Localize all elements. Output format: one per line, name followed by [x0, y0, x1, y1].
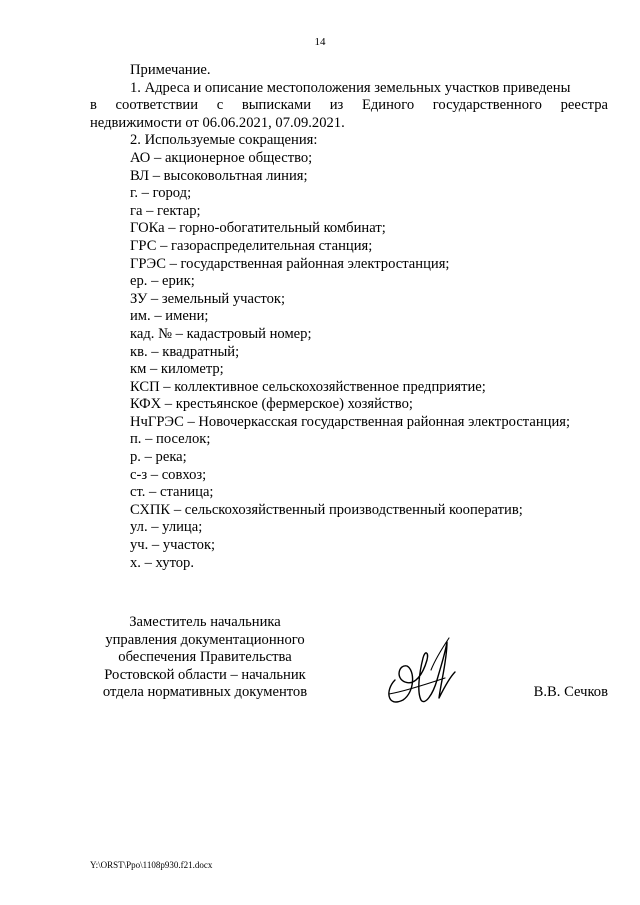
note-item-2-heading: 2. Используемые сокращения:	[130, 132, 318, 149]
abbreviation-item: КФХ – крестьянское (фермерское) хозяйство;	[130, 396, 413, 413]
signatory-position	[90, 614, 320, 702]
document-body	[90, 62, 608, 572]
note-item-1-line-1: 1. Адреса и описание местоположения земельных участков приведены	[130, 79, 571, 96]
abbreviation-item: ул. – улица;	[130, 519, 203, 536]
signatory-position-line: Ростовской области – начальник	[104, 666, 306, 683]
abbreviation-item: ер. – ерик;	[130, 273, 195, 290]
abbreviation-item: п. – поселок;	[130, 431, 211, 448]
abbreviation-item: га – гектар;	[130, 202, 201, 219]
note-item-1-line-3: недвижимости от 06.06.2021, 07.09.2021.	[90, 114, 345, 131]
abbreviation-item: ГРЭС – государственная районная электростанция;	[130, 255, 450, 272]
abbreviation-item: НчГРЭС – Новочеркасская государственная районная электростанция;	[130, 413, 571, 430]
abbreviation-item: км – километр;	[130, 361, 224, 378]
note-item-1-line-2: в соответствии с выписками из Единого государственного реестра	[90, 97, 608, 114]
signatory-position-line: отдела нормативных документов	[102, 684, 308, 701]
abbreviation-item: г. – город;	[130, 185, 192, 202]
abbreviation-item: ВЛ – высоковольтная линия;	[130, 167, 308, 184]
page-number: 14	[314, 36, 326, 48]
abbreviation-item: кад. № – кадастровый номер;	[130, 325, 312, 342]
abbreviation-item: им. – имени;	[130, 308, 209, 325]
file-path: Y:\ORST\Ppo\1108p930.f21.docx	[90, 860, 213, 870]
signatory-name: В.В. Сечков	[533, 684, 608, 700]
abbreviation-list	[90, 150, 608, 572]
abbreviation-item: кв. – квадратный;	[130, 343, 240, 360]
note-heading: Примечание.	[130, 62, 211, 78]
abbreviation-item: ЗУ – земельный участок;	[130, 290, 286, 307]
abbreviation-item: АО – акционерное общество;	[130, 149, 313, 166]
abbreviation-item: КСП – коллективное сельскохозяйственное предприятие;	[130, 378, 486, 395]
signature-block	[90, 614, 608, 704]
abbreviation-item: р. – река;	[130, 449, 187, 466]
abbreviation-item: х. – хутор.	[130, 554, 195, 571]
abbreviation-item: с-з – совхоз;	[130, 466, 207, 483]
signatory-position-line: обеспечения Правительства	[118, 649, 292, 666]
signatory-position-line: Заместитель начальника	[129, 614, 281, 630]
abbreviation-item: уч. – участок;	[130, 537, 216, 554]
abbreviation-item: ст. – станица;	[130, 484, 214, 501]
handwritten-signature	[375, 630, 465, 710]
abbreviation-item: СХПК – сельскохозяйственный производственный кооператив;	[130, 501, 523, 518]
abbreviation-item: ГОКа – горно-обогатительный комбинат;	[130, 220, 386, 237]
abbreviation-item: ГРС – газораспределительная станция;	[130, 237, 373, 254]
signatory-position-line: управления документационного	[105, 631, 305, 648]
